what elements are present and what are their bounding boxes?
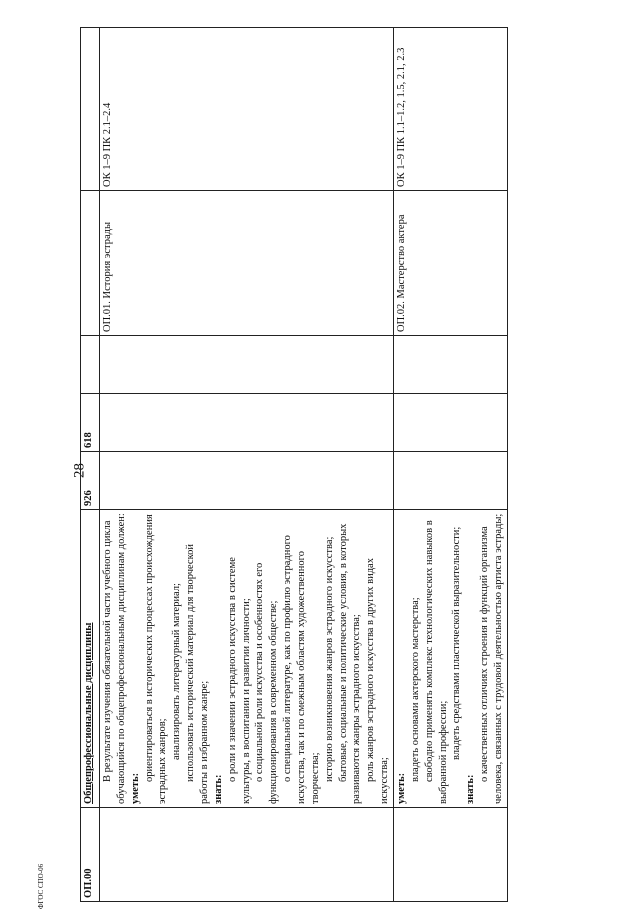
competencies-cell: ОК 1–9 ПК 1.1–1.2, 1.5, 2.1, 2.3 bbox=[394, 28, 508, 191]
empty-cell bbox=[81, 336, 100, 394]
section-code: ОП.00 bbox=[81, 808, 100, 902]
section-title: Общепрофессиональные дисциплины bbox=[81, 510, 100, 808]
text-line: о специальной литературе, как по профилю эстрадного искусства, так и по смежным областям художественного творчества; bbox=[282, 535, 321, 804]
empty-cell bbox=[100, 452, 394, 510]
discipline-cell: ОП.02. Мастерство актера bbox=[394, 191, 508, 336]
text-line: владеть средствами пластической выразительности; bbox=[451, 526, 463, 760]
standard-table bbox=[80, 27, 508, 902]
text-line: уметь: bbox=[396, 772, 408, 804]
table-row bbox=[100, 28, 394, 902]
text-line: о социальной роли искусства и особенностях его функционирования в современном обществе; bbox=[254, 562, 280, 804]
text-line: о роли и значении эстрадного искусства в системе культуры, в воспитании и развитии личности; bbox=[226, 557, 252, 804]
text-line: знать: bbox=[465, 774, 477, 804]
empty-cell bbox=[100, 336, 394, 394]
empty-cell bbox=[394, 394, 508, 452]
empty-cell bbox=[100, 808, 394, 902]
requirements-cell bbox=[394, 510, 508, 808]
empty-cell bbox=[100, 394, 394, 452]
text-line: ориентироваться в исторических процессах происхождения эстрадных жанров; bbox=[143, 514, 169, 804]
text-line: бытовые, социальные и политические условия, в которых развиваются жанры эстрадного искусства; bbox=[337, 523, 363, 804]
empty-cell bbox=[394, 808, 508, 902]
requirements-cell bbox=[100, 510, 394, 808]
text-line: роль жанров эстрадного искусства в других видах искусства; bbox=[365, 558, 391, 804]
page-number: 28 bbox=[71, 463, 88, 478]
empty-cell bbox=[394, 452, 508, 510]
empty-cell bbox=[81, 191, 100, 336]
text-line: использовать исторический материал для творческой работы в избранном жанре; bbox=[185, 543, 211, 804]
text-line: знать: bbox=[212, 774, 224, 804]
text-line: В результате изучения обязательной части учебного цикла обучающийся по общепрофессиональным дисциплинам должен: bbox=[102, 513, 127, 804]
text-line: историю возникновения жанров эстрадного искусства; bbox=[323, 536, 335, 782]
competencies-cell: ОК 1–9 ПК 2.1–2.4 bbox=[100, 28, 394, 191]
footer-mark: ФГОС СПО-06 bbox=[37, 863, 45, 909]
text-line: о качественных отличиях строения и функций организма человека, связанных с трудовой деятельностью артиста эстрады; bbox=[479, 513, 505, 804]
table-row bbox=[394, 28, 508, 902]
empty-cell bbox=[394, 336, 508, 394]
rotated-table-container bbox=[80, 28, 547, 902]
required-hours: 618 bbox=[81, 394, 100, 452]
empty-cell bbox=[81, 28, 100, 191]
discipline-cell: ОП.01. История эстрады bbox=[100, 191, 394, 336]
text-line: анализировать литературный материал; bbox=[171, 583, 183, 760]
table-header-row bbox=[81, 28, 100, 902]
text-line: уметь: bbox=[129, 772, 141, 804]
text-line: владеть основами актерского мастерства; bbox=[409, 597, 421, 782]
text-line: свободно применять комплекс технологических навыков в выбранной профессии; bbox=[423, 520, 449, 804]
max-hours: 926 bbox=[81, 452, 100, 510]
